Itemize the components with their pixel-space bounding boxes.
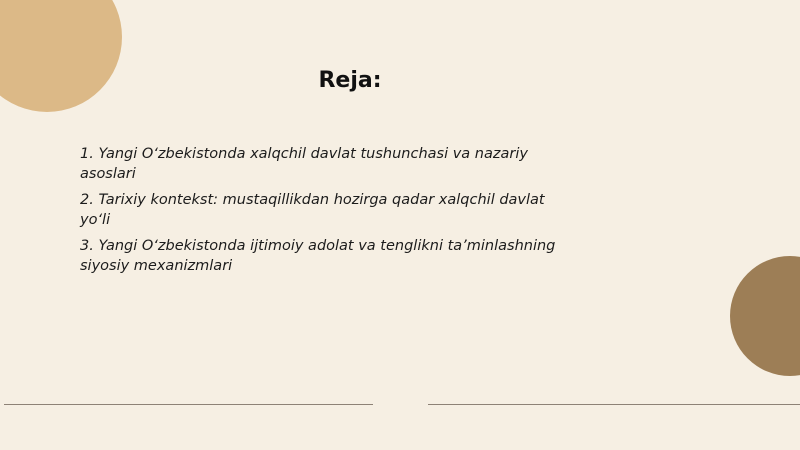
bottom-rule-left: [4, 404, 373, 405]
plan-item-2: 2. Tarixiy kontekst: mustaqillikdan hozirga qadar xalqchil davlat yo‘li: [80, 192, 545, 228]
slide-title: Reja:: [318, 68, 382, 93]
plan-list: [80, 144, 575, 282]
bottom-rule-right: [428, 404, 800, 405]
plan-item-1: 1. Yangi O‘zbekistonda xalqchil davlat tushunchasi va nazariy asoslari: [80, 146, 528, 182]
decorative-circle-right: [730, 256, 800, 376]
plan-item-3: 3. Yangi O‘zbekistonda ijtimoiy adolat va tenglikni ta’minlashning siyosiy mexanizmlari: [80, 238, 556, 274]
decorative-circle-top-left: [0, 0, 122, 112]
